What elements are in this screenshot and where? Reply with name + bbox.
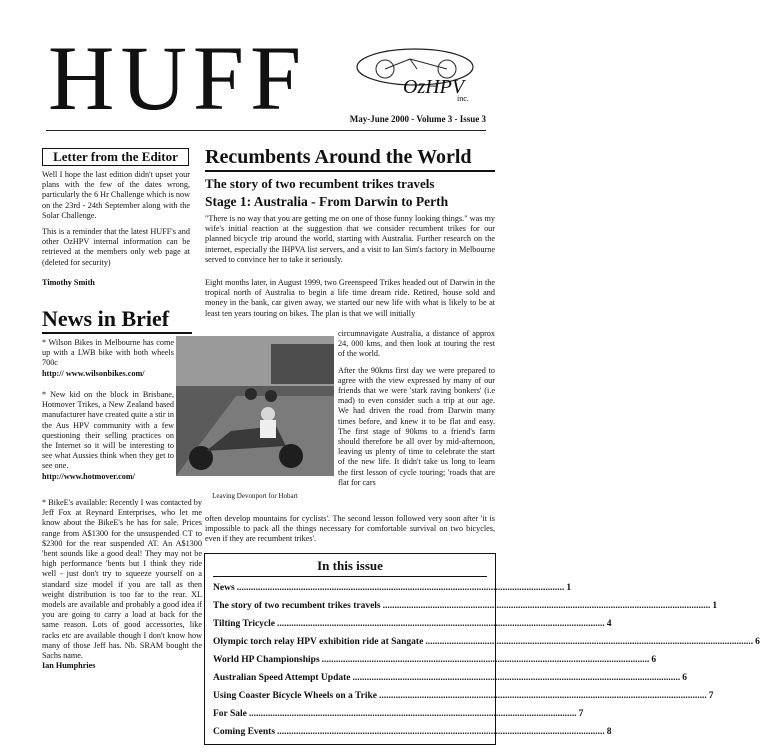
toc-leader: ..........................................................................................................................................: [277, 727, 605, 737]
article-p2a-text: Eight months later, in August 1999, two Greenspeed Trikes headed out of Darwin in the tropical north of Australia to begin a life time dream ride. Retired, house sold and money in the bank, car given away, we started our new life with what is likely to be at least ten years touring on bikes. The plan is that we will initially: [205, 278, 495, 318]
toc-leader: ..........................................................................................................................................: [277, 619, 605, 629]
toc-leader: ..........................................................................................................................................: [382, 601, 711, 611]
editor-letter: [42, 170, 190, 294]
toc-item[interactable]: [213, 727, 612, 737]
toc-item-label: For Sale: [213, 709, 247, 719]
news-title: News in Brief: [42, 306, 170, 331]
toc-item-page: 4: [606, 619, 612, 629]
news-p3: * BikeE's available: Recently I was contacted by Jeff Fox at Reynard Enterprises, who let me know about the BikeE's he has for sale. Prices range from A$1300 for the unsuspended CT to $2300 for the rear suspended AT. An A$1300 'bent sounds like a good deal! They may not be high performance 'bents but I think they ride well - just don't try to squeeze yourself on a standard size model if you are tall as then weight distribution is too far to the rear. XL models are available and probably a good idea if you are going to carry a load at back for the same reason. Lots of good accessories, like racks etc are available though I don't know how many of those Jeff has. Nb. SRAM bought the Sachs name.: [42, 498, 202, 661]
photo-caption: Leaving Devonport for Hobart: [212, 492, 298, 500]
toc-rule: [213, 576, 487, 577]
toc-item[interactable]: [213, 619, 612, 629]
toc-item-page: 8: [606, 727, 612, 737]
toc-item-label: Coming Events: [213, 727, 276, 737]
news-p2: * New kid on the block in Brisbane, Hotmover Trikes, a New Zealand based manufacturer have created quite a stir in the Aus HPV community with a few questioning their selling practices on the Internet so it will be interesting to see what Aussies think when they get to see one.: [42, 390, 174, 471]
toc-item[interactable]: [213, 637, 760, 647]
toc-item-label: Australian Speed Attempt Update: [213, 673, 351, 683]
article-right-col: [338, 329, 495, 494]
ozhpv-logo: [355, 45, 485, 105]
toc-leader: ..........................................................................................................................................: [352, 673, 681, 683]
toc-item-label: News: [213, 583, 235, 593]
toc-item-page: 1: [712, 601, 718, 611]
article-stage: Stage 1: Australia - From Darwin to Perth: [205, 194, 449, 209]
toc-item-label: Tilting Tricycle: [213, 619, 276, 629]
toc-item-label: Using Coaster Bicycle Wheels on a Trike: [213, 691, 377, 701]
issue-info: May-June 2000 - Volume 3 - Issue 3: [349, 114, 486, 124]
toc-item[interactable]: [213, 709, 584, 719]
article-photo: [176, 336, 334, 476]
news-col-mid: [42, 390, 174, 488]
toc-item[interactable]: [213, 583, 572, 593]
toc-item[interactable]: [213, 691, 714, 701]
toc-leader: ..........................................................................................................................................: [248, 709, 577, 719]
toc-leader: ..........................................................................................................................................: [425, 637, 754, 647]
article-title: Recumbents Around the World: [205, 146, 472, 168]
news-link-2[interactable]: http://www.hotmover.com/: [42, 471, 135, 481]
toc-item-label: Olympic torch relay HPV exhibition ride at Sangate: [213, 637, 424, 647]
toc-item-page: 1: [566, 583, 572, 593]
news-col-bottom: [42, 498, 202, 671]
toc-item-label: World HP Championships: [213, 655, 320, 665]
toc-item[interactable]: [213, 601, 718, 611]
toc-item-page: 7: [708, 691, 714, 701]
news-col-top: [42, 338, 174, 385]
news-p1: * Wilson Bikes in Melbourne has come up with a LWB bike with both wheels 700c: [42, 338, 174, 368]
toc-leader: ..........................................................................................................................................: [321, 655, 650, 665]
editor-p2: This is a reminder that the latest HUFF's and other OzHPV internal information can be retrieved at the members only web page at (deleted for security): [42, 227, 190, 267]
article-p1: [205, 214, 495, 271]
logo-text: OzHPV: [403, 76, 465, 98]
article-p2b-text: circumnavigate Australia, a distance of approx 24, 000 kms, and then look at touring the rest of the world.: [338, 329, 495, 359]
toc-item-page: 7: [578, 709, 584, 719]
editor-sign: Timothy Smith: [42, 277, 95, 287]
toc-box: [204, 553, 760, 745]
news-sign: Ian Humphries: [42, 661, 96, 671]
toc-item-page: 6: [651, 655, 657, 665]
article-p2: [205, 278, 495, 319]
news-rule: [42, 332, 192, 334]
toc-item-page: 6: [682, 673, 687, 683]
toc-item-page: 6: [755, 637, 760, 647]
article-rule: [205, 170, 495, 172]
masthead-title: HUFF: [48, 27, 308, 129]
toc-title: In this issue: [317, 558, 383, 573]
article-p1-text: "There is no way that you are getting me on one of those funny looking things." was my wife's initial reaction at the suggestion that we consider recumbent trikes for our planned bicycle trip around the world, starting with Australia. Further research on the internet, especially the IHPVA list servers, and a visit to Ian Sim's factory in Melbourne served to convince her to take it seriously.: [205, 214, 495, 264]
toc-leader: ..........................................................................................................................................: [378, 691, 707, 701]
article-subtitle: The story of two recumbent trikes travels: [205, 176, 435, 191]
toc-item[interactable]: [213, 673, 687, 683]
article-p4: [205, 514, 495, 551]
article-p3-text: After the 90kms first day we were prepared to agree with the view expressed by many of our friends that we were 'stark raving bonkers' (i.e mad) to even consider such a trip at our age. We had driven the road from Darwin many times before, and knew it to be flat and easy. The first stage of 90kms to a friend's farm should therefore be all over by mid-afternoon, leaving us plenty of time to celebrate the start of the new life. It didn't take us long to learn the first lesson of cycle touring; 'roads that are flat for cars: [338, 365, 495, 487]
toc-leader: ..........................................................................................................................................: [236, 583, 565, 593]
news-link-1[interactable]: http:// www.wilsonbikes.com/: [42, 368, 145, 378]
toc-item[interactable]: [213, 655, 657, 665]
toc-item-label: The story of two recumbent trikes travels: [213, 601, 381, 611]
editor-box-title: Letter from the Editor: [42, 148, 189, 166]
masthead-rule: [46, 130, 486, 131]
article-p4-text: often develop mountains for cyclists'. The second lesson followed very soon after 'it is impossible to pack all the things necessary for comfortable survival on two bicycles, even if they are recumbent trikes'.: [205, 514, 495, 544]
logo-sub: inc.: [457, 94, 469, 103]
editor-p1: Well I hope the last edition didn't upset your plans with the few of the dates wrong, particularly the 6 Hr Challenge which is now on the 23rd - 24th September along with the Solar Challenge.: [42, 170, 190, 220]
